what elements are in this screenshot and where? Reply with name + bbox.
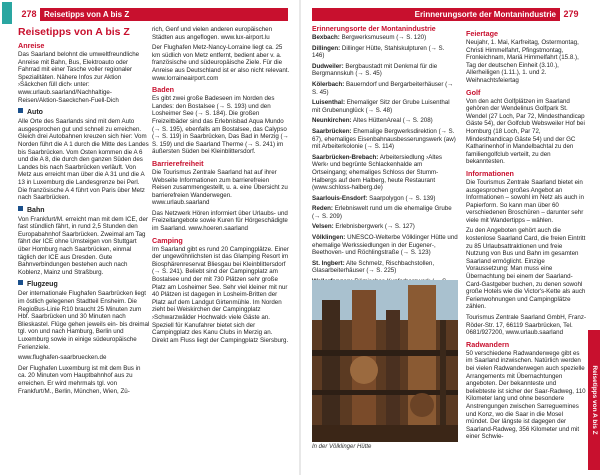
page-number-right: 279	[560, 8, 582, 21]
box-entry	[312, 81, 458, 96]
box-entry-name: Saarbrücken-Brebach:	[312, 153, 379, 161]
box-entry	[312, 154, 458, 192]
box-entry-name: St. Ingbert:	[312, 259, 345, 267]
link-flughafen[interactable]: www.flughafen-saarbruecken.de	[18, 354, 107, 362]
cyan-marker	[2, 2, 12, 24]
heading-auto: Auto	[18, 108, 150, 117]
heading-informationen: Informationen	[466, 168, 514, 178]
heading-feiertage: Feiertage	[466, 29, 498, 38]
box-entry-text: Bauerndorf und Bergarbeiterhäuser (→ S. 45)	[312, 80, 454, 96]
box-entry-name: Neunkirchen:	[312, 117, 352, 125]
box-entry-name: Saarbrücken:	[312, 127, 352, 135]
box-entry	[312, 45, 458, 60]
box-entry-name: Dillingen:	[312, 44, 341, 52]
text-camping: Im Saarland gibt es rund 20 Campingplätze. Einer der ungewöhnlichsten ist das Glamping Resort im Biosphärenreservat Bliesgau bei Kleinblittersdorf (→ S. 241). Beliebt sind der Campingplatz am Bostalsee und der mit 730 Plätzen sehr große Platz am Losheimer See. Sehr viel kleiner mit nur 40 Plätzen ist dagegen in Losheim-Britten der Platz auf dem Landgut Girtenmühle. Im Norden zieht bei Weiskirchen der Campingplatz ›Schwarzwälder Hochwald‹ viele Gäste an. Speziell für Kanufahrer bietet sich der Campingplatz des Kanu Clubs in Merzig an. Direkt am Fluss liegt der Campingplatz Siersburg.	[152, 245, 289, 344]
text-hoeren: Das Netzwerk Hören informiert über Urlaubs- und Freizeitangebote sowie Kuren für Hörgeschädigte im Saarland. www.hoeren.saarland	[152, 209, 288, 233]
bullet-square-icon	[18, 280, 23, 285]
box-entry	[312, 234, 458, 257]
box-entry	[312, 117, 458, 125]
box-entry	[312, 205, 458, 220]
box-entry	[312, 223, 458, 231]
left-column-1	[18, 26, 150, 398]
box-entry	[312, 195, 458, 203]
photo-caption: In der Völklinger Hütte	[312, 444, 372, 450]
heading-baden: Baden	[152, 85, 174, 95]
sidebar-box	[312, 26, 458, 296]
box-entry-name: Bexbach:	[312, 34, 340, 41]
box-entry-text: Dillinger Hütte, Stahlskulpturen (→ S. 146)	[312, 44, 445, 60]
text-address: Tourismus Zentrale Saarland GmbH, Franz-Röder-Str. 17, 66119 Saarbrücken, Tel. 0681/927200, www.urlaub.saarland	[466, 314, 587, 337]
box-entry-name: Dudweiler:	[312, 62, 344, 70]
page-number-left: 278	[18, 8, 40, 21]
box-entry-name: Kölerbach:	[312, 80, 345, 88]
text-feiertage: Neujahr, 1. Mai, Karfreitag, Ostermontag, Christi Himmelfahrt, Pfingstmontag, Fronleichnam, Mariä Himmelfahrt (15.8.), Tag der deutschen Einheit (3.10.), Allerheiligen (1.11.), 1. und 2. Weihnachtsfeiertag	[466, 39, 579, 84]
heading-camping: Camping	[152, 235, 183, 245]
running-header-left	[18, 8, 288, 21]
box-entry-text: Alte Schmelz, Rischbachstollen, Glasarbeiterhäuser (→ S. 225)	[312, 259, 435, 275]
heading-bahn: Bahn	[18, 206, 150, 215]
text-baden: Es gibt zwei große Badeseen im Norden des Landes: den Bostalsee (→ S. 193) und den Losheimer See (→ S. 184). Die großen Freizeitbäder sind das Erlebnisbad Aqua Mundo (→ S. 195), ebenfalls am Bostalsee, das Calypso (→ S. 119) in Saarbrücken, Das Bad in Merzig (→ S. 159) und die Saarland Therme (→ S. 241) im äußersten Süden bei Kleinblittersdorf.	[152, 95, 289, 156]
text-metz: Der Flughafen Metz-Nancy-Lorraine liegt ca. 25 km südlich von Metz entfernt, bedient aber v. a. französische und südeuropäische Ziele. Für die Anreise aus Deutschland ist er also nicht relevant. www.lorraineairport.com	[152, 44, 290, 82]
right-column-2	[466, 26, 586, 444]
text-golf: Von den acht Golfplätzen im Saarland gehören der Wendelinus Golfpark St. Wendel (27 Loch, Par 72, Mindesthandicap Gäste 54), der Golfclub Websweiler Hof bei Homburg (18 Loch, Par 72, Mindesthandicap Gäste 54) und der GC Katharinenhof in Mandelbachtal zu den familiengolfclub verteilt, zu den bekanntesten.	[466, 97, 585, 166]
running-head-left: Reisetipps von A bis Z	[44, 10, 130, 19]
box-entry-text: Erlebniswelt rund um die ehemalige Grube (→ S. 209)	[312, 205, 452, 220]
box-entry-name: Velsen:	[312, 223, 334, 231]
running-head-right: Erinnerungsorte der Montanindustrie	[414, 10, 556, 19]
box-entry-text: Bergbaustadt mit Denkmal für die Bergmannskuh (→ S. 45)	[312, 62, 438, 78]
text-flugzeug: Der internationale Flughafen Saarbrücken liegt im östlich gelegenen Stadtteil Ensheim. Die RegioBus-Linie R10 braucht 25 Minuten zum Hbf. Saarbrücken und 30 Minuten nach Blieskastel. Flüge gehen jeweils ein- bis dreimal tgl. von und nach Hamburg, Berlin und Luxemburg sowie in einige südeuropäische Ferienziele.	[18, 290, 150, 351]
side-tab-label: Reisetipps von A bis Z	[591, 365, 598, 435]
bullet-square-icon	[18, 206, 23, 211]
left-column-2	[152, 26, 290, 347]
photo-voelklinger-huette	[312, 280, 458, 442]
heading-golf: Golf	[466, 87, 481, 97]
running-header-right	[312, 8, 582, 21]
text-flug-cont: rich, Genf und vielen anderen europäischen Städten aus angeflogen. www.lux-airport.lu	[152, 26, 273, 41]
heading-radwandern: Radwandern	[466, 339, 510, 349]
bullet-square-icon	[18, 108, 23, 113]
page-title: Reisetipps von A bis Z	[18, 26, 130, 38]
box-entry	[312, 128, 458, 151]
box-entry	[312, 260, 458, 275]
box-entry-name: Luisenthal:	[312, 99, 346, 107]
text-anreise: Das Saarland belohnt die umweltfreundliche Anreise mit Bahn, Bus, Elektroauto oder Fahrrad mit einer Tasche voller regionaler Spezialitäten. Nähere Infos zur Aktion ›Säckchen füll dich‹ unter: www.urlaub.saarland/Nachhaltige-Reisen/Aktion-Saeckchen-Fuell-Dich	[18, 51, 140, 104]
heading-flugzeug: Flugzeug	[18, 280, 150, 289]
text-auto: Alle Orte des Saarlands sind mit dem Auto ausgesprochen gut und schnell zu erreichen. Gleich drei Autobahnen kreuzen sich hier: Vom Norden führt die A 1 durch die Mitte des Landes bis Saarbrücken. Vom Osten kommen die A 6 und die A 8, die durch den ganzen Süden des Landes bis nach Saarbrücken verläuft. Von Metz aus erreicht man über die A 31 und die A 13 in Luxemburg die Landesgrenze bei Perl. Die französische A 4 führt von Paris über Metz nach Saarbrücken.	[18, 118, 149, 202]
box-entries	[312, 34, 458, 293]
box-entry	[312, 99, 458, 114]
text-informationen: Die Tourismus Zentrale Saarland bietet ein ausgesprochen großes Angebot an Informationen – sowohl im Netz als auch in Papierform. So kann man über 60 verschiedenen Broschüren – darunter sehr viele mit Wandertipps – wählen.	[466, 178, 584, 224]
heading-barrierefreiheit: Barrierefreiheit	[152, 158, 204, 168]
box-entry-text: Arbeitersiedlung ›Altes Werk‹ und begrünte Schlackenhalde am Ortseingang; ehemaliges Schloss der Stumm-Halbergs auf dem Halberg, heute Restaurant (www.schloss-halberg.de)	[312, 153, 443, 192]
text-saarland-card: Zu den Angeboten gehört auch die kostenlose Saarland Card, die freien Eintritt zu 85 Urlaubsattraktionen und freie Nutzung von Bus und Bahn im gesamten Saarland ermöglicht. Einzige Voraussetzung: Man muss eine Übernachtung bei einem der Saarland-Card-Gastgeber buchen, zu denen sowohl große Hotels wie die Victor's-Kette als auch Ferienwohnungen und Campingplätze zählen.	[466, 227, 586, 311]
box-entry-name: Saarlouis-Ensdorf:	[312, 194, 368, 202]
box-entry-text: UNESCO-Welterbe Völklinger Hütte und ehemalige Werkssiedlungen in der Eugener-, Beethoven- und Röchlingstraße (→ S. 123)	[312, 234, 458, 257]
text-flugzeug-2: Der Flughafen Luxemburg ist mit dem Bus in ca. 20 Minuten vom Hauptbahnhof aus zu erreichen. Er wird mehrmals tgl. von Frankfurt/M., Berlin, München, Wien, Zü-	[18, 364, 141, 395]
box-entry-text: Ehemaliger Sitz der Grube Luisenthal mit Grubenunglück (→ S. 48)	[312, 99, 450, 114]
box-entry-name: Reden:	[312, 205, 333, 213]
box-entry-text: Altes HüttenAreal (→ S. 208)	[351, 117, 433, 125]
heading-anreise: Anreise	[18, 41, 45, 50]
box-title: Erinnerungsorte der Montanindustrie	[312, 26, 436, 33]
text-radwandern: 50 verschiedene Radwanderwege gibt es im Saarland inzwischen. Natürlich werden bei vielen Radwanderwegen auch spezielle Arrangements mit Übernachtungen angeboten. Der bekannteste und beliebteste ist sicher der Saar-Radweg, 110 Kilometer lang und ohne besondere Anstrengungen zwischen Sarreguemines und Konz, wo die Saar in die Mosel mündet. Der längste ist dagegen der Saarland-Radweg, 356 Kilometer und mit einer Schwie-	[466, 349, 586, 441]
box-entry-name: Völklingen:	[312, 234, 346, 242]
box-entry	[312, 34, 458, 42]
industrial-photo-icon	[312, 280, 458, 442]
box-entry	[312, 63, 458, 78]
side-tab	[588, 330, 600, 470]
box-entry-text: Saarpolygon (→ S. 139)	[367, 194, 436, 202]
box-entry-text: Erlebnisbergwerk (→ S. 127)	[333, 223, 415, 231]
text-bahn: Von Frankfurt/M. erreicht man mit dem ICE, der fast stündlich fährt, in rund 2,5 Stunden den Europabahnhof Saarbrücken. Zweimal am Tag fährt der ICE ohne Umsteigen von Stuttgart über Homburg nach Saarbrücken, einmal täglich der ICE aus Dresden. Gute Bahnverbindungen bestehen auch nach Koblenz, Mainz und Straßburg.	[18, 215, 148, 276]
right-page	[300, 0, 600, 475]
text-barrierefreiheit: Die Tourismus Zentrale Saarland hat auf ihrer Webseite Informationen zum barrierefreien Reisen zusammengestellt, u. a. eine Übersicht zu barrierefreien Wanderwegen. www.urlaub.saarland	[152, 168, 288, 207]
box-entry-text: Bergwerksmuseum (→ S. 120)	[339, 34, 427, 41]
box-entry-text: Ehemalige Bergwerksdirektion (→ S. 67), ehemaliges Eisenbahnausbesserungswerk (aw) mit Arbeiterkolonie (→ S. 114)	[312, 127, 456, 151]
